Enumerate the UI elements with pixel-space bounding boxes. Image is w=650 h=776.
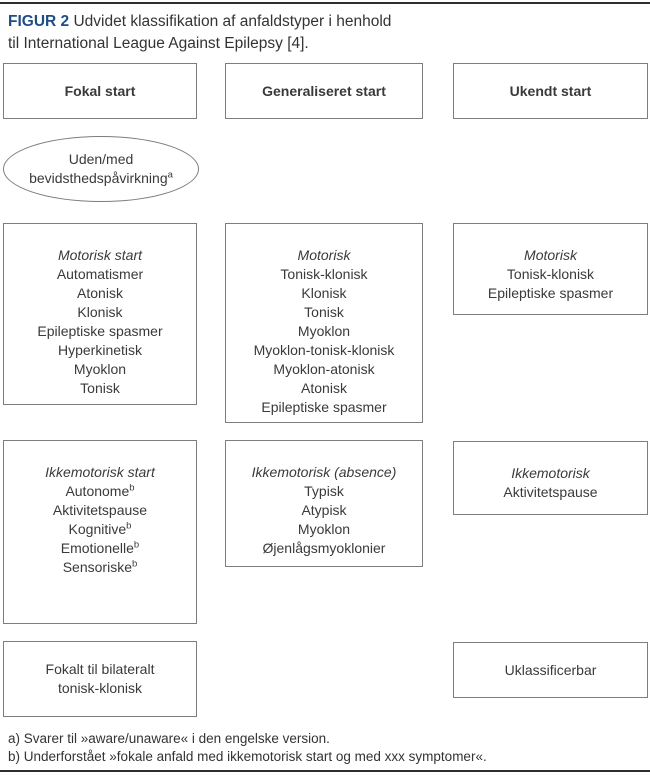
box-heading: Ikkemotorisk start xyxy=(45,464,155,480)
box-heading: Motorisk xyxy=(524,247,577,263)
text-line: Atonisk xyxy=(301,380,347,396)
text-line: bevidsthedspåvirkning$^a$ xyxy=(29,169,173,186)
text-line: Tonisk xyxy=(80,380,120,396)
text-line: Myoklon-atonisk xyxy=(273,361,375,377)
box-generaliseret-ikkemotorisk xyxy=(225,440,423,567)
figure-caption-line2: til International League Against Epilepsy [4]. xyxy=(8,35,309,52)
text-line: Myoklon xyxy=(297,323,351,339)
text-line: a) Svarer til »aware/unaware« i den engelske version. xyxy=(8,731,330,746)
text-line: Epileptiske spasmer xyxy=(487,285,614,301)
text-line: Autonome$^b$ xyxy=(65,482,135,499)
figure-title-line2 xyxy=(8,33,391,55)
header-label-ukendt-start: Ukendt start xyxy=(509,82,592,99)
header-label-fokal-start: Fokal start xyxy=(64,82,136,99)
header-label-generaliseret-start: Generaliseret start xyxy=(262,82,386,99)
uklassificerbar-label: Uklassificerbar xyxy=(504,661,597,678)
text-line: Epileptiske spasmer xyxy=(37,323,163,339)
figure-title-line1 xyxy=(8,11,391,33)
footnotes xyxy=(8,730,487,766)
box-ukendt-ikkemotorisk xyxy=(453,441,648,515)
text-line: Automatismer xyxy=(56,266,144,282)
text-line: Aktivitetspause xyxy=(52,502,148,518)
box-generaliseret-motorisk xyxy=(225,223,423,423)
text-line: Typisk xyxy=(304,483,344,499)
figure-title xyxy=(8,11,391,55)
text-line: Myoklon xyxy=(297,521,351,537)
box-items xyxy=(454,483,647,502)
text-line: Myoklon-tonisk-klonisk xyxy=(253,342,395,358)
box-heading: Motorisk xyxy=(297,247,351,263)
text-line: Hyperkinetisk xyxy=(57,342,143,358)
box-items xyxy=(4,482,196,577)
text-line: Tonisk-klonisk xyxy=(506,266,595,282)
text-line: Tonisk xyxy=(304,304,344,320)
text-line: tonisk-klonisk xyxy=(57,680,143,696)
text-line: b) Underforstået »fokale anfald med ikkemotorisk start og med xxx symptomer«. xyxy=(8,749,487,764)
figure-label: FIGUR 2 xyxy=(8,13,70,30)
box-items xyxy=(4,265,196,398)
box-items xyxy=(226,265,422,417)
text-line: Myoklon xyxy=(73,361,127,377)
top-rule xyxy=(0,2,650,4)
text-line: Uden/med xyxy=(68,151,134,167)
text-line: Klonisk xyxy=(77,304,123,320)
bottom-rule xyxy=(0,770,650,772)
text-line: Øjenlågsmyoklonier xyxy=(262,540,386,556)
box-fokalt-til-bilateralt xyxy=(3,641,197,717)
box-heading: Ikkemotorisk (absence) xyxy=(251,464,397,480)
text-line: Fokalt til bilateralt xyxy=(45,661,155,677)
box-ukendt-motorisk xyxy=(453,223,648,315)
box-fokal-ikkemotorisk xyxy=(3,440,197,624)
header-box-fokal-start xyxy=(3,63,197,119)
box-uklassificerbar xyxy=(453,642,648,698)
text-line: Emotionelle$^b$ xyxy=(60,539,140,556)
figure-caption-line1: Udvidet klassifikation af anfaldstyper i henhold xyxy=(73,13,392,30)
text-line: Aktivitetspause xyxy=(503,484,598,500)
header-box-generaliseret-start xyxy=(225,63,423,119)
box-heading: Motorisk start xyxy=(57,247,142,263)
awareness-ellipse xyxy=(3,136,199,202)
text-line: Epileptiske spasmer xyxy=(261,399,387,415)
box-items xyxy=(454,265,647,303)
text-line: Tonisk-klonisk xyxy=(280,266,368,282)
text-line: Atypisk xyxy=(301,502,347,518)
text-line: Klonisk xyxy=(301,285,347,301)
box-fokal-motorisk xyxy=(3,223,197,405)
text-line: Atonisk xyxy=(77,285,123,301)
text-line: Kognitive$^b$ xyxy=(68,520,132,537)
box-items xyxy=(226,482,422,558)
box-heading: Ikkemotorisk xyxy=(511,465,590,481)
text-line: Sensoriske$^b$ xyxy=(62,558,138,575)
header-box-ukendt-start xyxy=(453,63,648,119)
